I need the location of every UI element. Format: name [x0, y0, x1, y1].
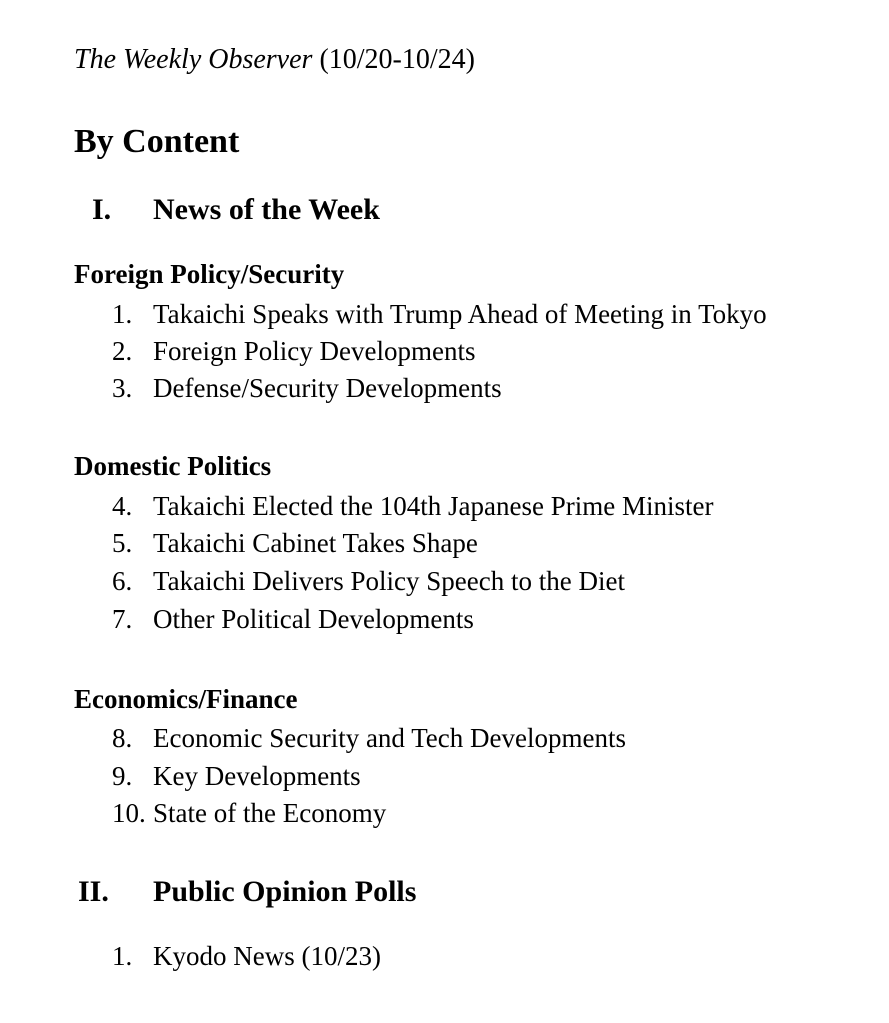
item-text[interactable]: Takaichi Delivers Policy Speech to the Diet	[153, 566, 625, 596]
part-label: News of the Week	[153, 193, 380, 226]
list-item[interactable]	[0, 563, 889, 600]
section-foreign-policy-security: Foreign Policy/Security	[74, 259, 345, 289]
item-number: 8.	[112, 723, 133, 753]
section-domestic-politics: Domestic Politics	[74, 451, 272, 481]
item-number: 10.	[112, 798, 146, 828]
part-numeral: II.	[78, 875, 109, 908]
item-text[interactable]: Takaichi Cabinet Takes Shape	[153, 528, 478, 558]
item-text[interactable]: State of the Economy	[153, 798, 387, 828]
part-label: Public Opinion Polls	[153, 875, 417, 908]
item-text[interactable]: Defense/Security Developments	[153, 373, 502, 403]
list-item[interactable]	[0, 601, 889, 638]
publication-name: The Weekly Observer	[74, 44, 313, 75]
item-number: 9.	[112, 761, 133, 791]
list-item[interactable]	[0, 296, 889, 333]
list-item[interactable]	[0, 720, 889, 757]
list-item[interactable]	[0, 525, 889, 562]
item-number: 7.	[112, 604, 133, 634]
date-range: (10/20-10/24)	[312, 44, 475, 75]
list-item[interactable]	[0, 938, 889, 975]
item-text[interactable]: Economic Security and Tech Developments	[153, 723, 626, 753]
list-item[interactable]	[0, 795, 889, 832]
list-item[interactable]	[0, 333, 889, 370]
item-number: 6.	[112, 566, 133, 596]
item-text[interactable]: Kyodo News (10/23)	[153, 941, 381, 971]
item-number: 3.	[112, 373, 133, 403]
list-item[interactable]	[0, 758, 889, 795]
item-number: 5.	[112, 528, 133, 558]
item-number: 2.	[112, 336, 133, 366]
item-text[interactable]: Other Political Developments	[153, 604, 474, 634]
document-title	[74, 42, 475, 78]
page-heading: By Content	[74, 123, 240, 160]
list-item[interactable]	[0, 488, 889, 525]
section-economics-finance: Economics/Finance	[74, 684, 298, 714]
item-number: 1.	[112, 299, 133, 329]
item-number: 4.	[112, 491, 133, 521]
item-text[interactable]: Takaichi Speaks with Trump Ahead of Meeting in Tokyo	[153, 299, 767, 329]
item-text[interactable]: Key Developments	[153, 761, 361, 791]
part-numeral: I.	[92, 193, 112, 226]
list-item[interactable]	[0, 370, 889, 407]
item-text[interactable]: Foreign Policy Developments	[153, 336, 476, 366]
item-text[interactable]: Takaichi Elected the 104th Japanese Prime Minister	[153, 491, 714, 521]
item-number: 1.	[112, 941, 133, 971]
